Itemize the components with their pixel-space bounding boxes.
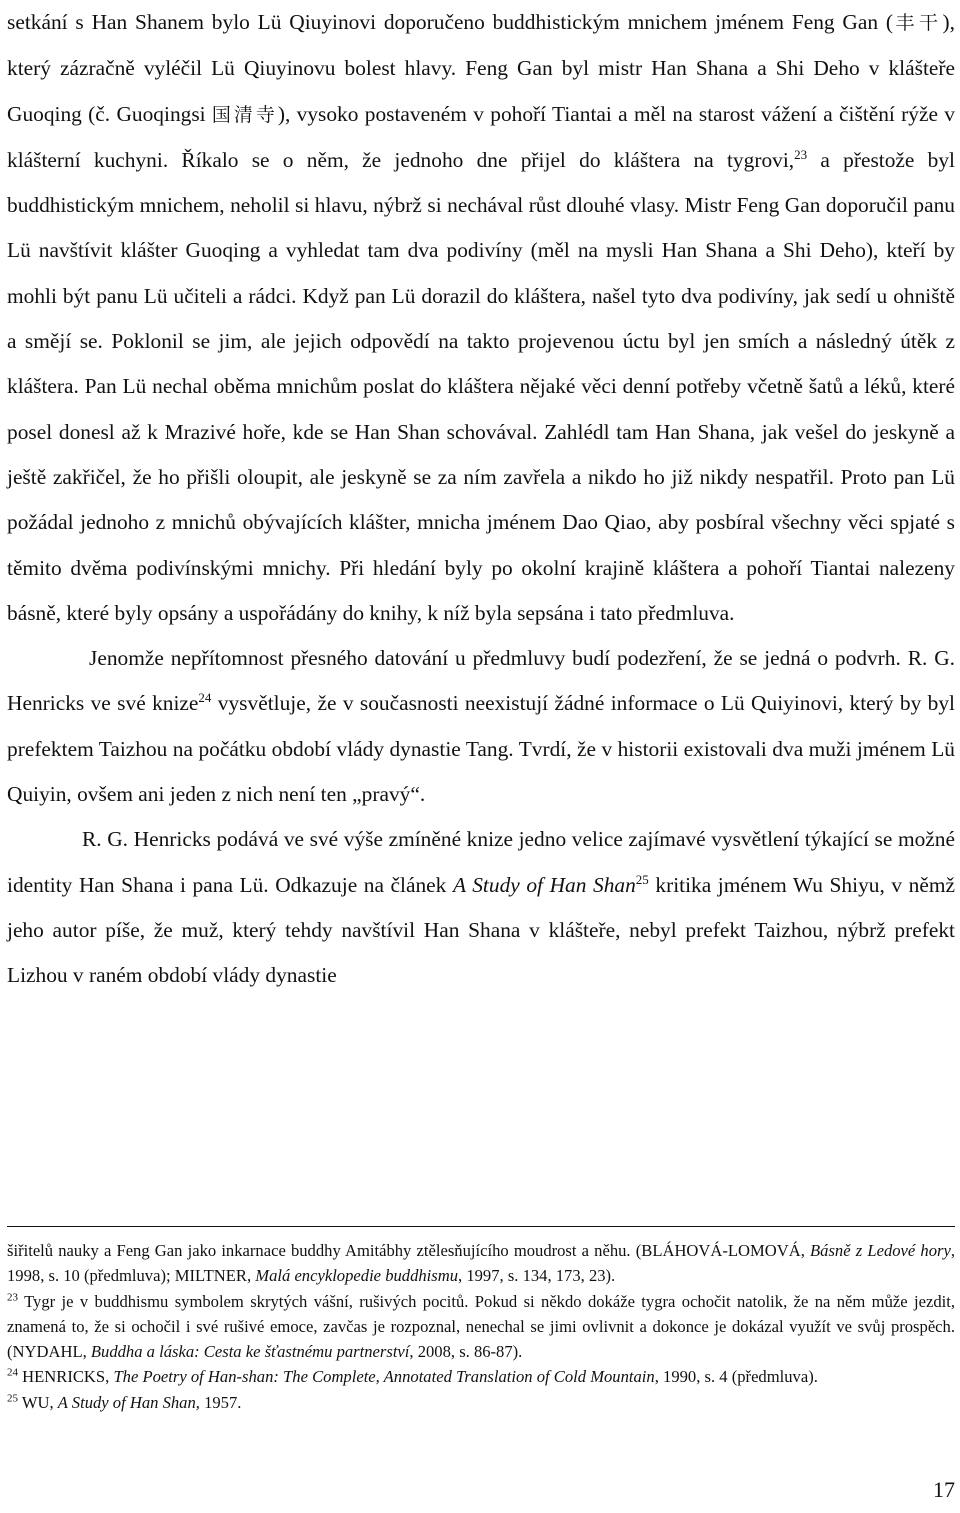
text-run: , 1990, s. 4 (předmluva). [654,1367,818,1387]
text-run: , 1998, s. 10 (předmluva); MILTNER, [7,1241,955,1286]
book-title: Buddha a láska: Cesta ke šťastnému partnerství [90,1342,410,1362]
paragraph-1 [7,0,955,636]
text-run: 1957. [199,1392,242,1412]
text-run: Jenomže nepřítomnost přesného datování u předmluvy budí podezření, že se jedná o podvrh. R. G. Henricks ve své knize [7,646,955,716]
paragraph-2 [7,636,955,817]
text-run: HENRICKS, [18,1367,114,1387]
text-run: R. G. Henricks podává ve své výše zmíněné knize jedno velice zajímavé vysvětlení týkající se možné identity Han Shana i pana Lü. Odkazuje na článek [7,827,955,897]
footnote-25 [7,1390,955,1415]
book-title: Malá encyklopedie buddhismu [255,1266,459,1286]
chinese-characters: 丰干 [893,12,943,34]
text-run: , 1997, s. 134, 173, 23). [458,1266,616,1286]
footnote-continued [7,1238,955,1289]
footnote-number: 24 [7,1366,18,1379]
text-run: kritika jménem Wu Shiyu, v němž jeho autor píše, že muž, který tehdy navštívil Han Shana v klášteře, nebyl prefekt Taizhou, nýbrž prefekt Lizhou v raném období vlády dynastie [7,872,956,988]
footnote-ref-24[interactable]: 24 [198,690,212,706]
footnotes [7,1238,955,1415]
text-run: šiřitelů nauky a Feng Gan jako inkarnace buddhy Amitábhy ztělesňujícího moudrost a něhu. (BLÁHOVÁ-LOMOVÁ, [7,1241,811,1260]
footnote-ref-23[interactable]: 23 [794,146,808,162]
paragraph-3 [7,817,955,998]
text-run: Tygr je v buddhismu symbolem skrytých vášní, rušivých pocitů. Pokud si někdo dokáže tygra ochočit natolik, že na něm může jezdit, znamená to, že si ochočil i své rušivé emoce, zavčas je rozpoznal, nenechal se jimi ovlivnit a dokonce je dokázal využít ve svůj prospěch. (NYDAHL, [7,1291,955,1362]
book-title: The Poetry of Han-shan: The Complete, Annotated Translation of Cold Mountain [113,1367,655,1387]
text-run: ), který zázračně vyléčil Lü Qiuyinovu bolest hlavy. Feng Gan byl mistr Han Shana a Shi Deho v klášteře Guoqing (č. Guoqingsi [7,10,955,126]
footnote-24 [7,1364,955,1389]
footnote-23 [7,1289,955,1365]
footnote-separator [7,1226,955,1227]
article-title: A Study of Han Shan [452,872,636,897]
footnote-number: 25 [7,1392,18,1405]
chinese-characters: 国清寺 [211,103,278,126]
page-number: 17 [933,1477,955,1502]
book-title: Básně z Ledové hory [810,1241,951,1260]
footnote-ref-25[interactable]: 25 [635,871,649,887]
footnote-number: 23 [7,1291,18,1304]
text-run: a přestože byl buddhistickým mnichem, neholil si hlavu, nýbrž si nechával růst dlouhé vlasy. Mistr Feng Gan doporučil panu Lü navštívit klášter Guoqing a vyhledat tam dva podivíny (měl na mysli Han Shana a Shi Deho), kteří by mohli být panu Lü učiteli a rádci. Když pan Lü dorazil do kláštera, našel tyto dva podivíny, jak sedí u ohniště a smějí se. Poklonil se jim, ale jejich odpovědí na takto projevenou úctu byl jen smích a následný útěk z kláštera. Pan Lü nechal oběma mnichům poslat do kláštera nějaké věci denní potřeby včetně šatů a léků, které posel donesl až k Mrazivé hoře, kde se Han Shan schovával. Zahlédl tam Han Shana, jak vešel do jeskyně a ještě zakřičel, že ho přišli oloupit, ale jeskyně se za ním zavřela a nikdo ho již nikdy nespatřil. Proto pan Lü požádal jednoho z mnichů obývajících klášter, mnicha jménem Dao Qiao, aby posbíral všechny věci spjaté s těmito dvěma podivínskými mnichy. Při hledání byly po okolní krajině kláštera a pohoří Tiantai nalezeny básně, které byly opsány a uspořádány do knihy, k níž byla sepsána i tato předmluva. [7,147,955,625]
text-run: , 2008, s. 86-87). [409,1342,523,1362]
text-run: setkání s Han Shanem bylo Lü Qiuyinovi doporučeno buddhistickým mnichem jménem Feng Gan ( [7,10,894,34]
text-run: WU, [18,1392,58,1412]
main-text [7,0,955,999]
text-run: vysvětluje, že v současnosti neexistují žádné informace o Lü Quiyinovi, který by byl prefektem Taizhou na počátku období vlády dynastie Tang. Tvrdí, že v historii existovali dva muži jménem Lü Quiyin, ovšem ani jeden z nich není ten „pravý“. [7,691,955,807]
text-run: ), vysoko postaveném v pohoří Tiantai a měl na starost vážení a čištění rýže v klášterní kuchyni. Říkalo se o něm, že jednoho dne přijel do kláštera na tygrovi, [7,101,955,172]
book-title: A Study of Han Shan, [57,1392,200,1412]
